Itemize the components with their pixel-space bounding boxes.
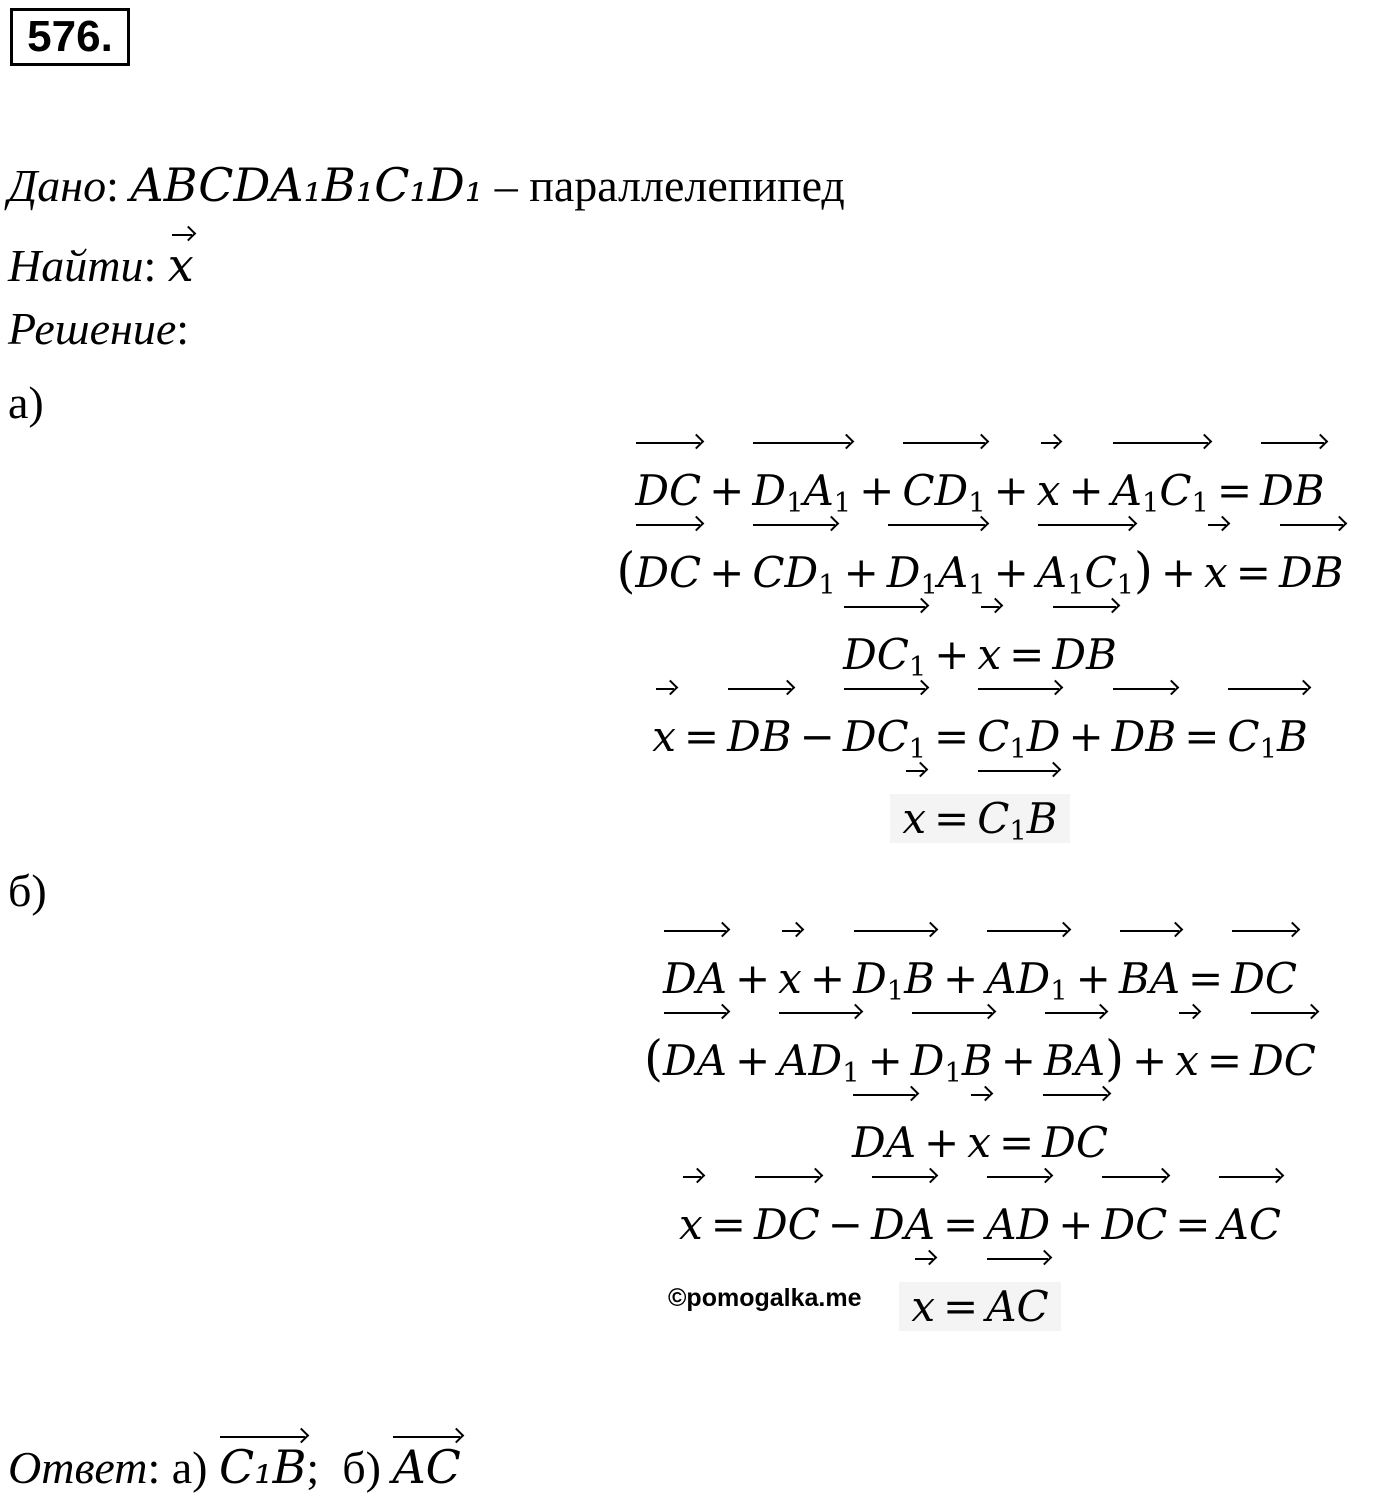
part-a-label: а)	[8, 377, 44, 428]
part-b-equation-4: x = DC − DA = AD + DC = AC	[560, 1174, 1400, 1256]
vector: DB	[1260, 440, 1325, 532]
vector: $D_1B$	[911, 1010, 993, 1115]
part-b-equation-2: ( DA + $AD_1$ + $D_1B$ + BA) + x = DC	[560, 1010, 1400, 1092]
given-object: ABCDA₁B₁C₁D₁	[130, 158, 484, 212]
vector: $AD_1$	[986, 928, 1067, 1033]
find-line: Найти: x	[8, 232, 194, 289]
part-b-equation-3: DA + x = DC	[560, 1092, 1400, 1174]
part-a-equation-1: DC + $D_1A_1$ + $CD_1$ + x + $A_1C_1$ = DB	[560, 440, 1400, 522]
vector: DC	[635, 522, 701, 614]
answer-a-label: а)	[171, 1442, 208, 1493]
vector: x	[652, 686, 676, 778]
part-a-equation-3: $DC_1$ + x = DB	[560, 604, 1400, 686]
given-label: Дано	[8, 160, 107, 211]
vector: $A_1C_1$	[1037, 522, 1134, 627]
part-a-equation-4: x = DB − $DC_1$ = $C_1D$ + DB = $C_1B$	[560, 686, 1400, 768]
vector: $CD_1$	[752, 522, 835, 627]
vector: x	[967, 1092, 991, 1184]
vector: $DC_1$	[843, 686, 926, 791]
vector: $C_1D$	[977, 686, 1060, 791]
vector: $CD_1$	[902, 440, 985, 545]
find-label: Найти	[8, 240, 144, 291]
vector: DB	[1112, 686, 1177, 778]
vector: DB	[727, 686, 792, 778]
vector: x	[911, 1256, 935, 1348]
vector: DB	[1052, 604, 1117, 696]
vector: DC	[1231, 928, 1297, 1020]
vector: $DC_1$	[843, 604, 926, 709]
answer-line: Ответ: а) C₁B; б) AC	[8, 1434, 461, 1491]
vector: DC	[754, 1174, 820, 1266]
vector: AD	[986, 1174, 1050, 1266]
vector: DA	[663, 1010, 727, 1102]
vector: $D_1A_1$	[752, 440, 851, 545]
given-description: – параллелепипед	[494, 160, 845, 211]
answer-b-vector	[392, 1434, 461, 1494]
vector: x	[778, 928, 802, 1020]
part-a-equation-2: ( DC + $CD_1$ + $D_1A_1$ + $A_1C_1$) + x = DB	[560, 522, 1400, 604]
vector: DA	[871, 1174, 935, 1266]
vector: BA	[1044, 1010, 1105, 1102]
vector: x	[679, 1174, 703, 1266]
vector: x	[977, 604, 1001, 696]
part-b-equation-5: x = AC	[560, 1256, 1400, 1338]
vector: $C_1B$	[1227, 686, 1307, 791]
vector: $D_1B$	[853, 928, 935, 1033]
vector: DC	[1250, 1010, 1316, 1102]
answer-label: Ответ	[8, 1442, 148, 1493]
vector: x	[1175, 1010, 1199, 1102]
vector: BA	[1119, 928, 1180, 1020]
vector: AC	[1218, 1174, 1280, 1266]
vector: $A_1C_1$	[1112, 440, 1209, 545]
vector: x	[1037, 440, 1061, 532]
watermark: ©pomogalka.me	[668, 1284, 862, 1312]
part-a-equations	[560, 440, 1400, 850]
given-line: Дано: ABCDA₁B₁C₁D₁ – параллелепипед	[8, 158, 845, 212]
problem-number: 576.	[10, 8, 130, 66]
vector: $D_1A_1$	[887, 522, 986, 627]
part-b-equation-1: DA + x + $D_1B$ + $AD_1$ + BA = DC	[560, 928, 1400, 1010]
vector: DC	[635, 440, 701, 532]
vector: DC	[1101, 1174, 1167, 1266]
vector: AC	[986, 1256, 1048, 1348]
answer-b-label: б)	[342, 1442, 381, 1493]
vector: $C_1B$	[977, 768, 1057, 873]
part-b-label: б)	[8, 865, 47, 916]
answer-a-value: C₁B	[218, 1440, 307, 1494]
vector: x	[1204, 522, 1228, 614]
part-b-equations	[560, 928, 1400, 1338]
find-target-vector: x	[168, 232, 194, 288]
part-a-equation-5: x = $C_1B$	[560, 768, 1400, 850]
vector: $AD_1$	[778, 1010, 859, 1115]
vector: DA	[852, 1092, 916, 1184]
vector: x	[902, 768, 926, 860]
answer-a-vector	[218, 1434, 307, 1494]
answer-b-value: AC	[392, 1440, 461, 1494]
vector: DA	[663, 928, 727, 1020]
vector: DB	[1279, 522, 1344, 614]
solution-label: Решение:	[8, 303, 190, 354]
vector: DC	[1042, 1092, 1108, 1184]
